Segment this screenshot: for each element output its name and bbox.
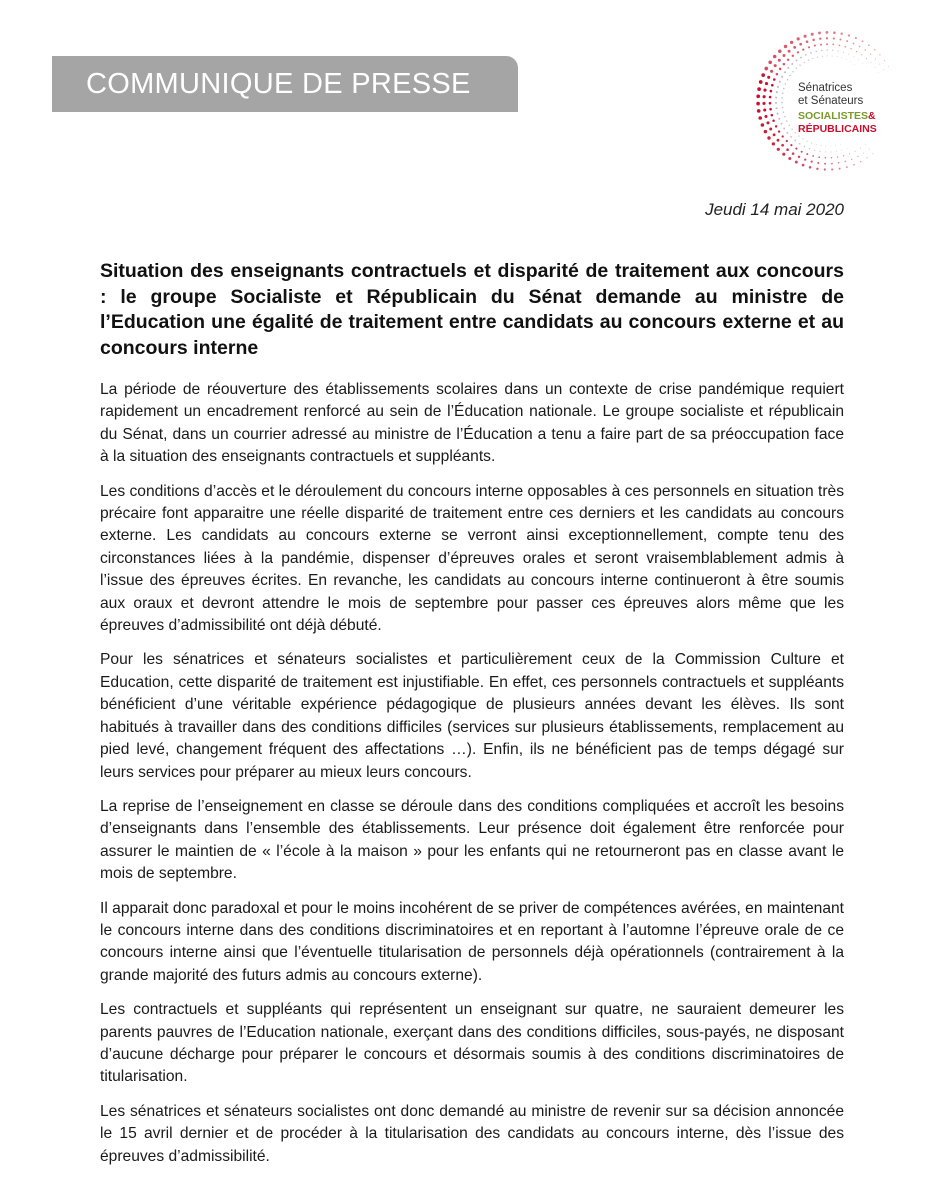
body-paragraph: Les contractuels et suppléants qui représentent un enseignant sur quatre, ne sauraient demeurer les parents pauvres de l’Education nationale, exerçant dans des conditions difficiles, sous-payés, ne disposant d’aucune décharge pour préparer le concours et désormais soumis à des conditions discriminatoires de titularisation. (100, 1001, 844, 1086)
body-paragraph: Il apparait donc paradoxal et pour le moins incohérent de se priver de compétences avérées, en maintenant le concours interne dans des conditions discriminatoires et en reportant à l’automne l’épreuve orale de ce concours interne ainsi que l’éventuelle titularisation de personnels déjà opérationnels (contrairement à la grande majorité des futurs admis au concours externe). (100, 899, 844, 984)
logo-ampersand: & (868, 110, 876, 122)
publication-date: Jeudi 14 mai 2020 (705, 200, 844, 219)
logo-text-senatrices: Sénatrices (798, 82, 853, 94)
logo-text-senateurs: et Sénateurs (798, 95, 864, 107)
press-release-headline: Situation des enseignants contractuels et disparité de traitement aux concours : le groupe Socialiste et Républicain du Sénat demande au ministre de l’Education une égalité de traitement entre candidats au concours externe et au concours interne (100, 260, 844, 359)
body-paragraph: Les sénatrices et sénateurs socialistes ont donc demandé au ministre de revenir sur sa décision annoncée le 15 avril dernier et de procéder à la titularisation des candidats au concours interne, dès l’issue des épreuves d’admissibilité. (100, 1102, 844, 1165)
body-paragraph: La période de réouverture des établissements scolaires dans un contexte de crise pandémique requiert rapidement un encadrement renforcé au sein de l’Éducation nationale. Le groupe socialiste et républicain du Sénat, dans un courrier adressé au ministre de l’Éducation a tenu a faire part de sa préoccupation face à la situation des enseignants contractuels et suppléants. (100, 381, 844, 466)
press-release-banner (52, 56, 518, 112)
logo-socialistes-word: SOCIALISTES (798, 110, 869, 122)
logo-text-socialistes (798, 110, 876, 123)
press-release-body (100, 259, 844, 1180)
body-paragraph: Les conditions d’accès et le déroulement du concours interne opposables à ces personnels en situation très précaire font apparaitre une réelle disparité de traitement entre ces derniers et les candidats au concours externe. Les candidats au concours externe se verront ainsi exceptionnellement, compte tenu des circonstances liées à la pandémie, dispenser d’épreuves orales et seront vraisemblablement admis à l’issue des épreuves écrites. En revanche, les candidats au concours interne continueront à être soumis aux oraux et devront attendre le mois de septembre pour passer ces épreuves alors même que les épreuves d’admissibilité ont déjà débuté. (100, 482, 844, 635)
banner-title: COMMUNIQUE DE PRESSE (86, 68, 471, 100)
body-paragraph: La reprise de l’enseignement en classe se déroule dans des conditions compliquées et accroît les besoins d’enseignants dans l’ensemble des établissements. Leur présence doit également être renforcée pour assurer le maintien de « l’école à la maison » pour les enfants qui ne retourneront pas en classe avant le mois de septembre. (100, 797, 844, 883)
body-paragraph: Pour les sénatrices et sénateurs socialistes et particulièrement ceux de la Commission Culture et Education, cette disparité de traitement est injustifiable. En effet, ces personnels contractuels et suppléants bénéficient d’une véritable expérience pédagogique de plusieurs années devant les élèves. Ils sont habitués à travailler dans des conditions difficiles (services sur plusieurs établissements, remplacement au pied levé, changement fréquent des affectations …). Enfin, ils ne bénéficient pas de temps dégagé sur leurs services pour préparer au mieux leurs concours. (100, 651, 844, 781)
logo-text-republicains: RÉPUBLICAINS (798, 123, 877, 135)
senate-group-logo (728, 26, 904, 176)
